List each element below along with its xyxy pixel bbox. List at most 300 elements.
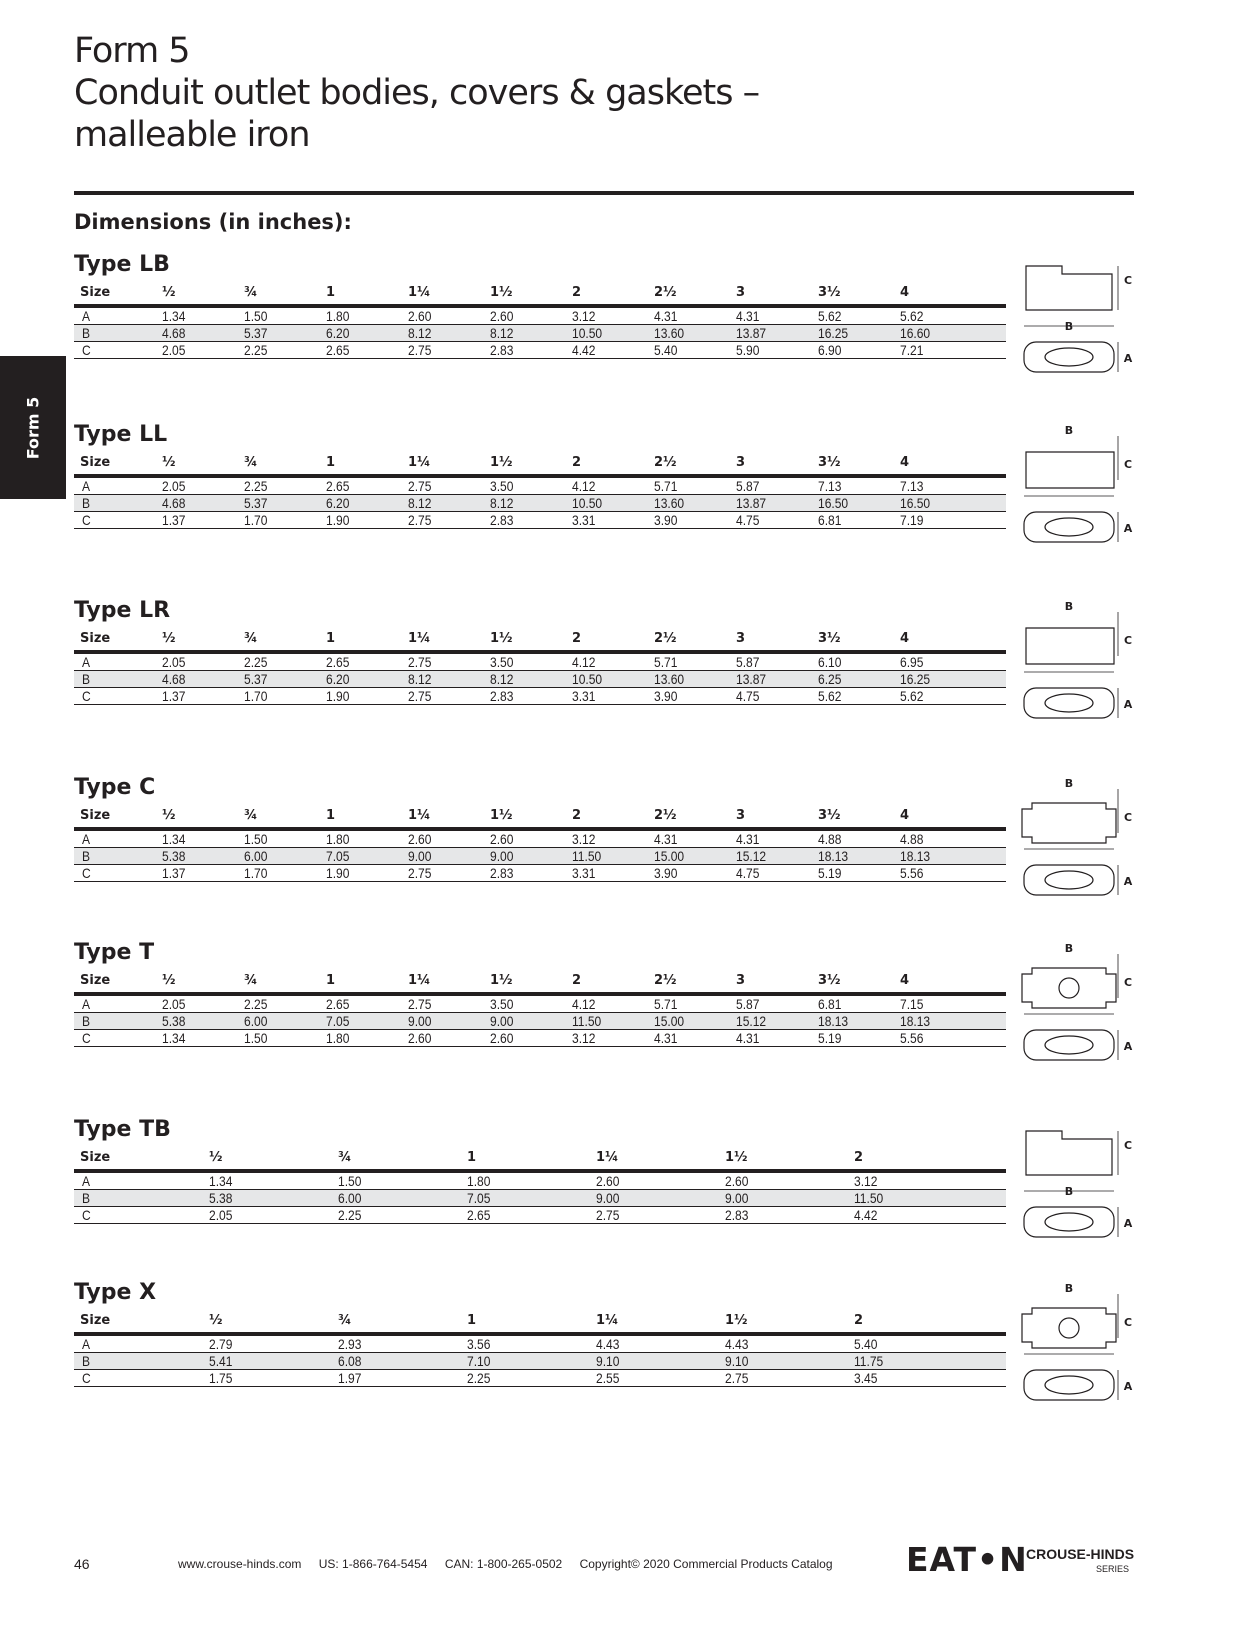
table-row [74, 342, 1006, 359]
table-cell: 5.71 [654, 478, 678, 494]
table-cell: 5.37 [244, 325, 268, 341]
table-cell: 9.00 [725, 1190, 749, 1206]
dimension-label: B [1064, 777, 1074, 790]
table-cell: 1.97 [338, 1370, 362, 1386]
table-cell: 4.42 [854, 1207, 878, 1223]
size-column-header: 4 [900, 285, 910, 300]
table-cell: 2.75 [408, 688, 432, 704]
table-cell: 1.34 [162, 1030, 186, 1046]
table-cell: 6.00 [244, 848, 268, 864]
body-side-view [1026, 452, 1114, 488]
conduit-body-diagram [1014, 775, 1139, 905]
table-cell: 1.80 [326, 308, 350, 324]
table-cell: 5.62 [900, 688, 924, 704]
size-column-header: 3½ [818, 631, 841, 646]
table-cell: 4.12 [572, 478, 596, 494]
table-row [74, 495, 1006, 512]
table-cell: 1.37 [162, 688, 186, 704]
footer-us-phone: US: 1-866-764-5454 [318, 1557, 428, 1571]
body-side-view [1022, 968, 1116, 1008]
table-cell: 2.93 [338, 1336, 362, 1352]
table-cell: 6.20 [326, 325, 350, 341]
table-cell: 2.83 [490, 865, 514, 881]
table-row [74, 654, 1006, 671]
table-cell: 5.41 [209, 1353, 233, 1369]
table-cell: 7.15 [900, 996, 924, 1012]
table-cell: 2.75 [408, 478, 432, 494]
table-cell: 18.13 [818, 1013, 849, 1029]
table-cell: 8.12 [490, 325, 514, 341]
table-cell: 6.08 [338, 1353, 362, 1369]
table-cell: 5.38 [162, 848, 186, 864]
table-cell: 6.81 [818, 512, 842, 528]
row-label: B [82, 495, 91, 511]
table-cell: 2.05 [162, 996, 186, 1012]
table-cell: 8.12 [490, 671, 514, 687]
type-title: Type LB [74, 252, 170, 277]
table-cell: 5.87 [736, 478, 760, 494]
table-header-row [74, 452, 1006, 478]
size-column-header: ¾ [244, 631, 258, 646]
table-row [74, 1190, 1006, 1207]
table-cell: 9.00 [490, 848, 514, 864]
body-opening [1045, 871, 1093, 889]
table-cell: 4.68 [162, 671, 186, 687]
dimension-label: A [1123, 1217, 1133, 1230]
table-cell: 1.80 [326, 1030, 350, 1046]
row-label: C [82, 688, 91, 704]
table-cell: 3.12 [572, 308, 596, 324]
footer-website[interactable]: www.crouse-hinds.com [178, 1557, 302, 1571]
size-column-header: 2½ [654, 285, 677, 300]
table-cell: 2.25 [244, 996, 268, 1012]
table-cell: 13.60 [654, 325, 685, 341]
table-cell: 3.50 [490, 478, 514, 494]
table-cell: 3.12 [572, 831, 596, 847]
dimension-label: B [1064, 1282, 1074, 1295]
diagram-tb [1014, 1117, 1139, 1252]
table-cell: 5.87 [736, 996, 760, 1012]
dimension-label: B [1064, 942, 1074, 955]
size-header: Size [80, 631, 111, 646]
table-cell: 4.75 [736, 865, 760, 881]
size-column-header: ¾ [244, 808, 258, 823]
table-cell: 7.05 [467, 1190, 491, 1206]
body-top-view [1024, 1030, 1114, 1060]
dimension-label: C [1123, 1139, 1133, 1152]
table-row [74, 308, 1006, 325]
size-column-header: 1¼ [596, 1313, 619, 1328]
size-column-header: ¾ [244, 973, 258, 988]
size-column-header: 1½ [725, 1313, 748, 1328]
table-cell: 4.12 [572, 996, 596, 1012]
dimension-label: C [1123, 811, 1133, 824]
type-title: Type X [74, 1280, 157, 1305]
table-cell: 2.65 [326, 478, 350, 494]
conduit-body-diagram [1014, 940, 1139, 1070]
table-cell: 2.55 [596, 1370, 620, 1386]
size-column-header: 2 [854, 1313, 864, 1328]
table-cell: 5.37 [244, 495, 268, 511]
body-opening [1045, 1376, 1093, 1394]
table-cell: 3.50 [490, 996, 514, 1012]
dimension-label: A [1123, 522, 1133, 535]
body-top-view [1024, 342, 1114, 372]
table-cell: 2.83 [490, 342, 514, 358]
size-column-header: ½ [162, 631, 176, 646]
hub-opening [1059, 1318, 1079, 1338]
table-cell: 2.65 [326, 654, 350, 670]
dimension-table [74, 1147, 1006, 1224]
size-column-header: 1¼ [408, 808, 431, 823]
table-header-row [74, 970, 1006, 996]
size-column-header: 1¼ [408, 285, 431, 300]
table-row [74, 512, 1006, 529]
table-cell: 6.00 [338, 1190, 362, 1206]
table-cell: 7.13 [818, 478, 842, 494]
table-cell: 1.70 [244, 688, 268, 704]
table-cell: 4.31 [654, 1030, 678, 1046]
size-column-header: 2 [572, 285, 582, 300]
size-column-header: 1 [326, 808, 336, 823]
size-column-header: 1 [467, 1150, 477, 1165]
table-cell: 9.00 [490, 1013, 514, 1029]
table-cell: 2.75 [408, 996, 432, 1012]
table-cell: 3.90 [654, 512, 678, 528]
size-column-header: 3 [736, 808, 746, 823]
size-column-header: 1 [326, 973, 336, 988]
table-cell: 3.12 [854, 1173, 878, 1189]
size-column-header: 4 [900, 808, 910, 823]
table-row [74, 1030, 1006, 1047]
table-cell: 2.83 [725, 1207, 749, 1223]
body-side-view [1026, 1131, 1112, 1175]
table-cell: 2.60 [490, 1030, 514, 1046]
table-cell: 1.80 [467, 1173, 491, 1189]
table-cell: 8.12 [408, 671, 432, 687]
size-column-header: 3 [736, 631, 746, 646]
dimension-label: A [1123, 352, 1133, 365]
table-cell: 6.20 [326, 495, 350, 511]
row-label: A [82, 654, 91, 670]
eaton-wordmark: EAT•N [906, 1540, 1028, 1579]
table-cell: 6.95 [900, 654, 924, 670]
dimension-label: C [1123, 1316, 1133, 1329]
diagram-lb [1014, 252, 1139, 387]
size-column-header: 2 [854, 1150, 864, 1165]
table-cell: 4.31 [654, 308, 678, 324]
table-cell: 15.12 [736, 1013, 767, 1029]
size-column-header: ½ [162, 808, 176, 823]
row-label: B [82, 1353, 91, 1369]
size-column-header: 3½ [818, 808, 841, 823]
table-cell: 4.75 [736, 512, 760, 528]
table-cell: 11.50 [572, 1013, 602, 1029]
table-cell: 4.88 [818, 831, 842, 847]
table-cell: 13.60 [654, 671, 685, 687]
table-cell: 7.19 [900, 512, 924, 528]
size-column-header: 4 [900, 973, 910, 988]
body-side-view [1022, 803, 1116, 843]
size-column-header: 1 [326, 285, 336, 300]
size-column-header: 4 [900, 455, 910, 470]
table-cell: 4.42 [572, 342, 596, 358]
conduit-body-diagram [1014, 252, 1139, 382]
table-cell: 9.00 [408, 848, 432, 864]
table-cell: 5.62 [818, 688, 842, 704]
table-cell: 2.05 [209, 1207, 233, 1223]
section-side-tab [0, 356, 66, 499]
table-cell: 2.60 [490, 308, 514, 324]
size-column-header: 2½ [654, 808, 677, 823]
table-row [74, 996, 1006, 1013]
dimension-label: A [1123, 1380, 1133, 1393]
body-top-view [1024, 512, 1114, 542]
table-cell: 1.70 [244, 865, 268, 881]
table-row [74, 325, 1006, 342]
table-cell: 2.25 [244, 342, 268, 358]
row-label: B [82, 325, 91, 341]
table-cell: 4.31 [654, 831, 678, 847]
dimension-table [74, 1310, 1006, 1387]
row-label: C [82, 512, 91, 528]
row-label: B [82, 848, 91, 864]
table-cell: 18.13 [818, 848, 849, 864]
diagram-t [1014, 940, 1139, 1075]
size-column-header: ½ [209, 1150, 223, 1165]
crouse-hinds-wordmark: CROUSE-HINDS [1026, 1546, 1135, 1562]
table-cell: 4.43 [596, 1336, 620, 1352]
dimension-label: B [1064, 1185, 1074, 1198]
table-cell: 13.87 [736, 495, 767, 511]
title-line-2: Conduit outlet bodies, covers & gaskets – [74, 73, 760, 113]
table-cell: 2.65 [467, 1207, 491, 1223]
table-cell: 2.65 [326, 996, 350, 1012]
table-cell: 6.00 [244, 1013, 268, 1029]
row-label: A [82, 996, 91, 1012]
size-column-header: 3 [736, 973, 746, 988]
table-cell: 6.25 [818, 671, 842, 687]
table-header-row [74, 1310, 1006, 1336]
size-header: Size [80, 1150, 111, 1165]
table-cell: 1.50 [244, 831, 268, 847]
table-cell: 4.31 [736, 1030, 760, 1046]
size-column-header: 1½ [490, 285, 513, 300]
size-column-header: 1 [467, 1313, 477, 1328]
row-label: B [82, 671, 91, 687]
row-label: A [82, 831, 91, 847]
table-cell: 4.31 [736, 831, 760, 847]
table-cell: 2.75 [725, 1370, 749, 1386]
dimensions-heading: Dimensions (in inches): [74, 210, 352, 234]
table-header-row [74, 805, 1006, 831]
table-cell: 2.65 [326, 342, 350, 358]
table-cell: 2.05 [162, 342, 186, 358]
size-header: Size [80, 455, 111, 470]
table-cell: 11.50 [572, 848, 602, 864]
table-cell: 2.75 [408, 865, 432, 881]
diagram-lr [1014, 598, 1139, 733]
dimension-label: B [1064, 320, 1074, 333]
table-cell: 11.75 [854, 1353, 884, 1369]
table-cell: 2.75 [408, 342, 432, 358]
table-cell: 2.60 [596, 1173, 620, 1189]
table-cell: 4.88 [900, 831, 924, 847]
body-opening [1045, 694, 1093, 712]
table-cell: 2.75 [408, 654, 432, 670]
table-cell: 3.50 [490, 654, 514, 670]
table-cell: 3.31 [572, 512, 596, 528]
table-cell: 2.75 [408, 512, 432, 528]
row-label: A [82, 308, 91, 324]
table-cell: 1.34 [162, 831, 186, 847]
row-label: A [82, 1173, 91, 1189]
dimension-table [74, 805, 1006, 882]
table-cell: 5.38 [209, 1190, 233, 1206]
body-opening [1045, 1036, 1093, 1054]
table-cell: 2.25 [467, 1370, 491, 1386]
table-cell: 7.13 [900, 478, 924, 494]
size-column-header: ¾ [338, 1150, 352, 1165]
size-column-header: 1¼ [408, 455, 431, 470]
table-cell: 2.05 [162, 478, 186, 494]
table-cell: 10.50 [572, 671, 603, 687]
size-column-header: 1¼ [596, 1150, 619, 1165]
size-column-header: 1 [326, 455, 336, 470]
table-cell: 8.12 [408, 325, 432, 341]
table-cell: 18.13 [900, 848, 931, 864]
title-line-3: malleable iron [74, 115, 310, 155]
body-side-view [1022, 1308, 1116, 1348]
table-cell: 7.05 [326, 1013, 350, 1029]
table-cell: 1.37 [162, 512, 186, 528]
type-title: Type C [74, 775, 156, 800]
size-column-header: 2½ [654, 631, 677, 646]
table-cell: 13.87 [736, 671, 767, 687]
table-cell: 1.90 [326, 688, 350, 704]
row-label: C [82, 865, 91, 881]
table-row [74, 688, 1006, 705]
body-top-view [1024, 1370, 1114, 1400]
size-column-header: ¾ [244, 285, 258, 300]
hub-opening [1059, 978, 1079, 998]
table-cell: 5.71 [654, 996, 678, 1012]
table-cell: 1.80 [326, 831, 350, 847]
table-cell: 16.60 [900, 325, 931, 341]
table-cell: 10.50 [572, 325, 603, 341]
table-cell: 13.87 [736, 325, 767, 341]
table-cell: 1.37 [162, 865, 186, 881]
page-number: 46 [74, 1556, 90, 1572]
row-label: C [82, 1207, 91, 1223]
size-column-header: 2½ [654, 973, 677, 988]
size-column-header: 1¼ [408, 973, 431, 988]
size-header: Size [80, 285, 111, 300]
table-cell: 9.10 [725, 1353, 749, 1369]
row-label: B [82, 1013, 91, 1029]
table-cell: 3.45 [854, 1370, 878, 1386]
table-cell: 9.10 [596, 1353, 620, 1369]
table-cell: 1.50 [244, 1030, 268, 1046]
size-column-header: ½ [162, 973, 176, 988]
size-column-header: 1¼ [408, 631, 431, 646]
table-cell: 5.56 [900, 1030, 924, 1046]
size-column-header: ½ [209, 1313, 223, 1328]
table-cell: 13.60 [654, 495, 685, 511]
body-opening [1045, 518, 1093, 536]
size-column-header: 3 [736, 455, 746, 470]
size-header: Size [80, 808, 111, 823]
page-title [74, 30, 759, 156]
dimension-label: B [1064, 600, 1074, 613]
table-cell: 2.79 [209, 1336, 233, 1352]
table-row [74, 1353, 1006, 1370]
size-column-header: ½ [162, 285, 176, 300]
table-cell: 2.60 [725, 1173, 749, 1189]
table-cell: 5.71 [654, 654, 678, 670]
size-column-header: 2 [572, 631, 582, 646]
table-cell: 15.00 [654, 848, 685, 864]
table-row [74, 671, 1006, 688]
conduit-body-diagram [1014, 1280, 1139, 1410]
table-cell: 5.56 [900, 865, 924, 881]
row-label: A [82, 1336, 91, 1352]
table-cell: 16.25 [818, 325, 849, 341]
type-title: Type T [74, 940, 155, 965]
size-header: Size [80, 1313, 111, 1328]
dimension-table [74, 452, 1006, 529]
size-column-header: 2 [572, 455, 582, 470]
table-row [74, 1336, 1006, 1353]
dimension-table [74, 628, 1006, 705]
table-cell: 5.62 [818, 308, 842, 324]
size-column-header: 2½ [654, 455, 677, 470]
body-top-view [1024, 1207, 1114, 1237]
row-label: C [82, 342, 91, 358]
size-column-header: 1 [326, 631, 336, 646]
table-cell: 1.75 [209, 1370, 233, 1386]
table-cell: 10.50 [572, 495, 603, 511]
table-cell: 5.19 [818, 1030, 842, 1046]
table-cell: 5.37 [244, 671, 268, 687]
body-top-view [1024, 865, 1114, 895]
table-cell: 16.25 [900, 671, 931, 687]
table-cell: 2.75 [596, 1207, 620, 1223]
table-cell: 7.10 [467, 1353, 491, 1369]
table-cell: 5.90 [736, 342, 760, 358]
size-header: Size [80, 973, 111, 988]
title-line-1: Form 5 [74, 31, 190, 71]
table-cell: 6.81 [818, 996, 842, 1012]
table-row [74, 831, 1006, 848]
type-title: Type LR [74, 598, 171, 623]
table-cell: 2.25 [244, 478, 268, 494]
row-label: C [82, 1030, 91, 1046]
dimension-label: A [1123, 875, 1133, 888]
table-header-row [74, 282, 1006, 308]
table-cell: 8.12 [490, 495, 514, 511]
dimension-label: C [1123, 976, 1133, 989]
dimension-label: C [1123, 634, 1133, 647]
dimension-label: A [1123, 1040, 1133, 1053]
table-cell: 5.62 [900, 308, 924, 324]
footer-can-phone: CAN: 1-800-265-0502 [444, 1557, 563, 1571]
size-column-header: 1½ [490, 808, 513, 823]
table-cell: 16.50 [818, 495, 849, 511]
table-cell: 7.05 [326, 848, 350, 864]
type-title: Type LL [74, 422, 168, 447]
size-column-header: ¾ [338, 1313, 352, 1328]
